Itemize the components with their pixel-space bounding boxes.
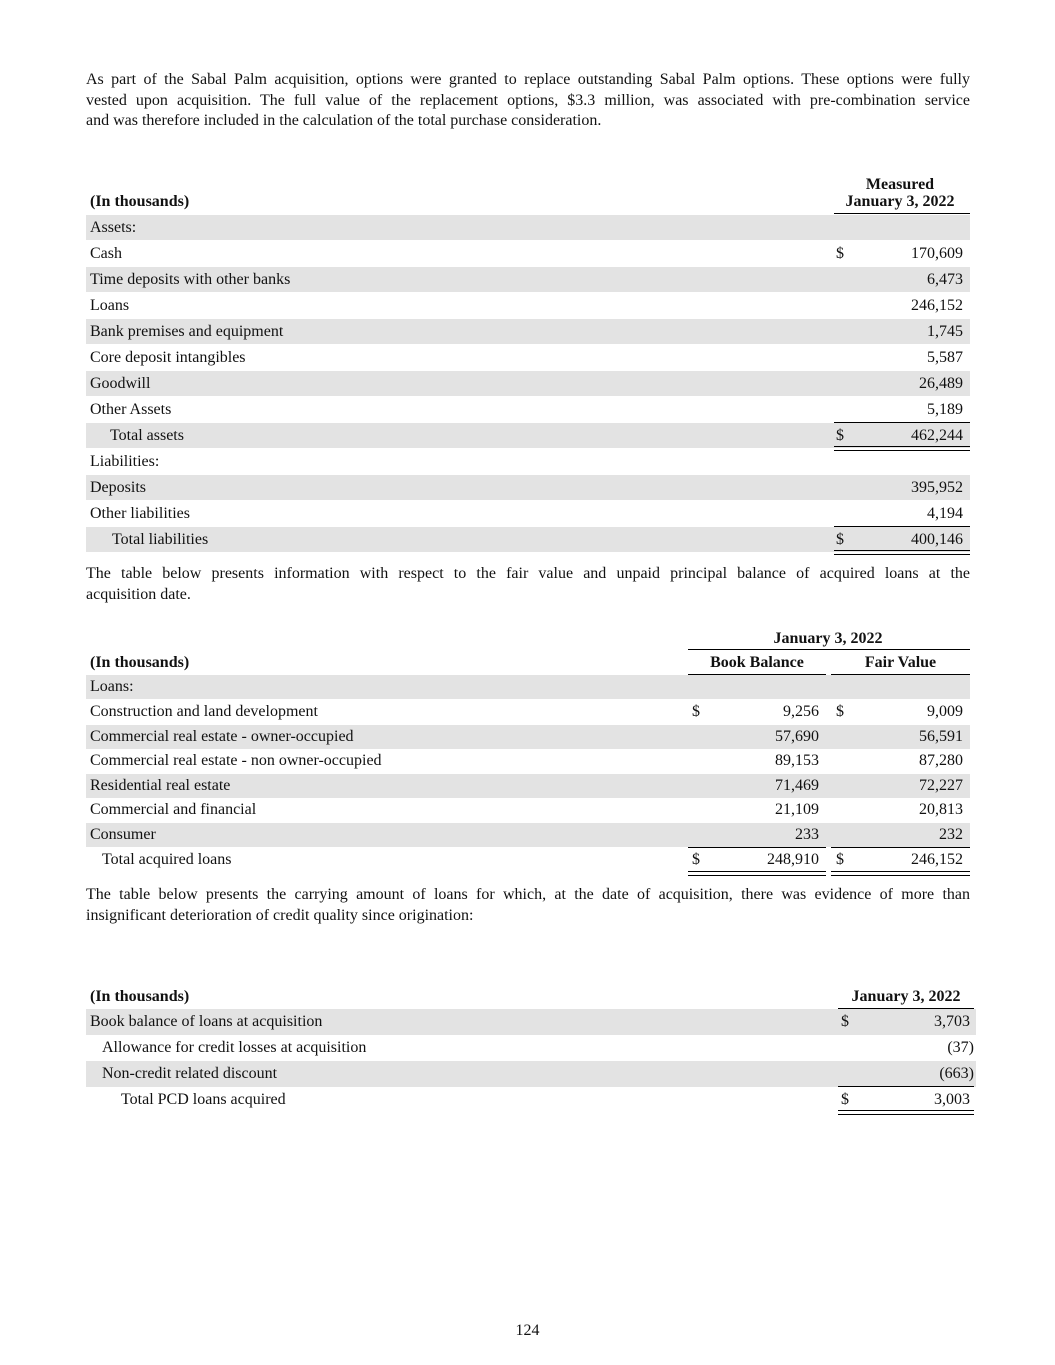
row-label: Loans: bbox=[90, 678, 134, 695]
dollar-sign: $ bbox=[836, 244, 844, 262]
table-row bbox=[86, 749, 970, 773]
row-label: Total assets bbox=[110, 426, 184, 444]
table-row bbox=[86, 215, 970, 240]
table-row bbox=[86, 241, 970, 266]
table1-col-header bbox=[830, 176, 970, 210]
dollar-sign: $ bbox=[692, 851, 700, 868]
fair-value-value: 246,152 bbox=[911, 851, 963, 868]
row-value: 462,244 bbox=[911, 426, 963, 444]
intro-line-1: As part of the Sabal Palm acquisition, options were granted to replace outstanding Sabal Palm options. These options were fully bbox=[86, 71, 970, 88]
table-row bbox=[86, 345, 970, 370]
row-value: 3,703 bbox=[934, 1013, 970, 1030]
row-value: 395,952 bbox=[911, 478, 963, 496]
fair-value-value: 56,591 bbox=[919, 728, 963, 745]
book-balance-value: 71,469 bbox=[775, 777, 819, 794]
table-row bbox=[86, 823, 970, 847]
row-label: Consumer bbox=[90, 826, 156, 843]
table2-col1-header: Book Balance bbox=[710, 654, 804, 671]
row-label: Non-credit related discount bbox=[102, 1065, 278, 1082]
table2-unit-label: (In thousands) bbox=[90, 654, 190, 671]
intro-line-2: vested upon acquisition. The full value of the replacement options, $3.3 million, was associated with pre-combination service bbox=[86, 91, 970, 109]
table-row bbox=[86, 449, 970, 474]
row-value: 6,473 bbox=[927, 270, 963, 288]
row-label: Assets: bbox=[90, 218, 137, 236]
table-row bbox=[86, 319, 970, 344]
acquired-loans-table bbox=[86, 628, 970, 878]
row-label: Total liabilities bbox=[112, 530, 209, 548]
table-row bbox=[86, 700, 970, 724]
intro-paragraph bbox=[86, 70, 970, 132]
third-line-2: insignificant deterioration of credit quality since origination: bbox=[86, 906, 474, 924]
table2-group-rule bbox=[688, 649, 970, 650]
row-label: Goodwill bbox=[90, 374, 151, 392]
table1-col-header-line2: January 3, 2022 bbox=[845, 193, 955, 210]
table-row bbox=[86, 397, 970, 422]
table1-col-header-line1: Measured bbox=[865, 176, 935, 193]
dollar-sign: $ bbox=[841, 1091, 849, 1108]
pcd-intro-paragraph bbox=[86, 885, 970, 926]
table2-col2-header: Fair Value bbox=[864, 654, 937, 671]
middle-line-2: acquisition date. bbox=[86, 585, 191, 603]
table-row bbox=[86, 1035, 976, 1061]
middle-line-1: The table below presents information with respect to the fair value and unpaid principal balance of acquired loans at the bbox=[86, 565, 970, 582]
row-label: Allowance for credit losses at acquisition bbox=[102, 1039, 367, 1056]
table-row bbox=[86, 371, 970, 396]
row-value: (37) bbox=[947, 1039, 974, 1056]
row-label: Total PCD loans acquired bbox=[121, 1091, 286, 1108]
table3-col-header: January 3, 2022 bbox=[851, 988, 961, 1005]
row-label: Liabilities: bbox=[90, 452, 160, 470]
total-double-rule bbox=[688, 871, 826, 876]
loans-intro-paragraph bbox=[86, 564, 970, 605]
table-row bbox=[86, 798, 970, 822]
row-label: Deposits bbox=[90, 478, 146, 496]
intro-line-3: and was therefore included in the calculation of the total purchase consideration. bbox=[86, 112, 602, 129]
table-row bbox=[86, 267, 970, 292]
row-label: Other liabilities bbox=[90, 504, 190, 522]
row-value: 400,146 bbox=[911, 530, 963, 548]
pcd-loans-table bbox=[86, 985, 976, 1115]
dollar-sign: $ bbox=[841, 1013, 849, 1030]
row-label: Commercial real estate - non owner-occupied bbox=[90, 752, 382, 769]
table-row bbox=[86, 293, 970, 318]
table3-unit-label: (In thousands) bbox=[90, 988, 190, 1005]
page-number: 124 bbox=[515, 1322, 540, 1339]
row-value: 4,194 bbox=[927, 504, 963, 522]
book-balance-value: 9,256 bbox=[783, 703, 819, 720]
row-label: Loans bbox=[90, 296, 130, 314]
fair-value-value: 232 bbox=[939, 826, 963, 843]
table-row bbox=[86, 725, 970, 749]
book-balance-value: 89,153 bbox=[775, 752, 819, 769]
row-label: Commercial real estate - owner-occupied bbox=[90, 728, 354, 745]
row-value: 1,745 bbox=[927, 322, 963, 340]
fair-value-value: 87,280 bbox=[919, 752, 963, 769]
table-row bbox=[86, 501, 970, 526]
row-label: Total acquired loans bbox=[102, 851, 232, 868]
fair-value-value: 9,009 bbox=[927, 703, 963, 720]
row-label: Core deposit intangibles bbox=[90, 348, 246, 366]
table-row bbox=[86, 848, 970, 872]
row-label: Other Assets bbox=[90, 400, 172, 418]
book-balance-value: 57,690 bbox=[775, 728, 819, 745]
acquisition-balance-table bbox=[86, 175, 970, 555]
row-label: Cash bbox=[90, 244, 122, 262]
table1-header-rule bbox=[834, 213, 970, 214]
row-value: (663) bbox=[939, 1065, 974, 1082]
row-value: 246,152 bbox=[911, 296, 963, 314]
dollar-sign: $ bbox=[692, 703, 700, 720]
dollar-sign: $ bbox=[836, 426, 844, 444]
table-row bbox=[86, 675, 970, 699]
table-row bbox=[86, 475, 970, 500]
table-row bbox=[86, 1009, 976, 1035]
dollar-sign: $ bbox=[836, 703, 844, 720]
row-value: 5,189 bbox=[927, 400, 963, 418]
row-label: Construction and land development bbox=[90, 703, 318, 720]
row-label: Time deposits with other banks bbox=[90, 270, 291, 288]
book-balance-value: 21,109 bbox=[775, 801, 819, 818]
total-double-rule bbox=[834, 550, 970, 555]
table1-unit-label: (In thousands) bbox=[90, 193, 190, 210]
book-balance-value: 248,910 bbox=[767, 851, 819, 868]
row-label: Commercial and financial bbox=[90, 801, 257, 818]
book-balance-value: 233 bbox=[795, 826, 819, 843]
row-label: Book balance of loans at acquisition bbox=[90, 1013, 323, 1030]
row-value: 26,489 bbox=[919, 374, 963, 392]
total-double-rule bbox=[831, 871, 970, 876]
table-row bbox=[86, 1061, 976, 1087]
table-row bbox=[86, 527, 970, 552]
row-label: Residential real estate bbox=[90, 777, 231, 794]
row-value: 3,003 bbox=[934, 1091, 970, 1108]
dollar-sign: $ bbox=[836, 530, 844, 548]
fair-value-value: 72,227 bbox=[919, 777, 963, 794]
row-label: Bank premises and equipment bbox=[90, 322, 284, 340]
fair-value-value: 20,813 bbox=[919, 801, 963, 818]
third-line-1: The table below presents the carrying amount of loans for which, at the date of acquisition, there was evidence of more than bbox=[86, 886, 970, 903]
table2-group-header: January 3, 2022 bbox=[773, 630, 883, 647]
table-row bbox=[86, 774, 970, 798]
total-double-rule bbox=[838, 1110, 974, 1115]
row-value: 5,587 bbox=[927, 348, 963, 366]
table-row bbox=[86, 423, 970, 448]
row-value: 170,609 bbox=[911, 244, 963, 262]
dollar-sign: $ bbox=[836, 851, 844, 868]
